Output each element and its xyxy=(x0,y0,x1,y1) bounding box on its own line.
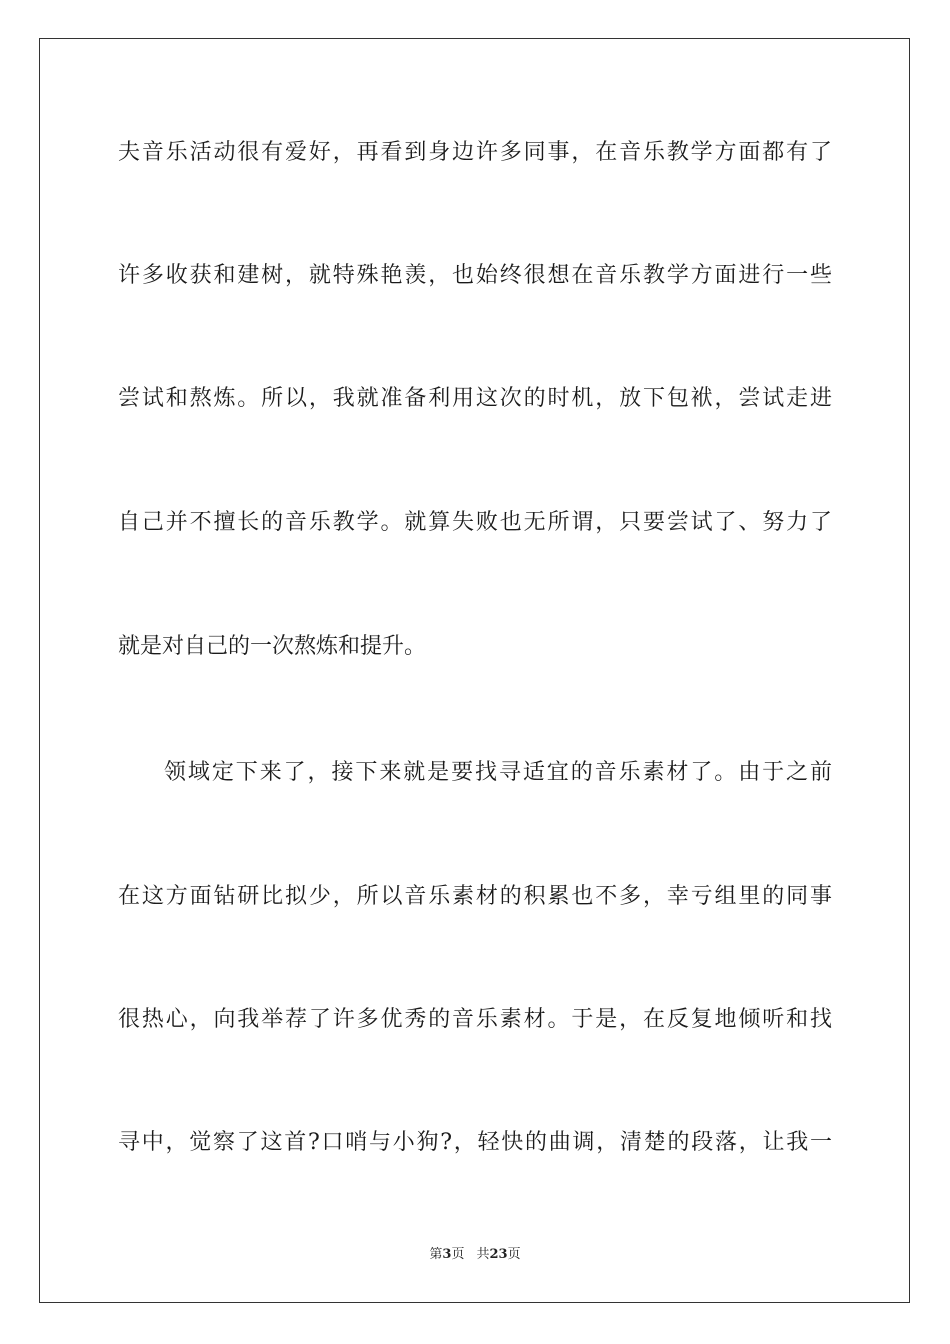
footer-page-prefix: 第 xyxy=(429,1247,443,1262)
footer-total-prefix: 共 xyxy=(476,1247,490,1262)
text-line-6: 领域定下来了，接下来就是要找寻适宜的音乐素材了。由于之前 xyxy=(164,760,832,785)
text-line-2: 许多收获和建树，就特殊艳羡，也始终很想在音乐教学方面进行一些 xyxy=(118,263,832,288)
footer-page-number: 3 xyxy=(442,1247,452,1262)
text-line-5: 就是对自己的一次熬炼和提升。 xyxy=(118,634,427,659)
footer-total-suffix: 页 xyxy=(507,1247,521,1262)
footer-page-suffix: 页 xyxy=(451,1247,465,1262)
text-line-4: 自己并不擅长的音乐教学。就算失败也无所谓，只要尝试了、努力了 xyxy=(118,510,832,535)
text-line-3: 尝试和熬炼。所以，我就准备利用这次的时机，放下包袱，尝试走进 xyxy=(118,386,832,411)
text-line-1: 夫音乐活动很有爱好，再看到身边许多同事，在音乐教学方面都有了 xyxy=(118,140,832,165)
text-line-8: 很热心，向我举荐了许多优秀的音乐素材。于是，在反复地倾听和找 xyxy=(118,1007,832,1032)
text-line-9: 寻中，觉察了这首?口哨与小狗?，轻快的曲调，清楚的段落，让我一 xyxy=(118,1130,832,1155)
page-footer xyxy=(0,1246,950,1264)
text-line-7: 在这方面钻研比拟少，所以音乐素材的积累也不多，幸亏组里的同事 xyxy=(118,884,832,909)
footer-total-pages: 23 xyxy=(489,1247,508,1262)
page-border xyxy=(39,38,910,1303)
